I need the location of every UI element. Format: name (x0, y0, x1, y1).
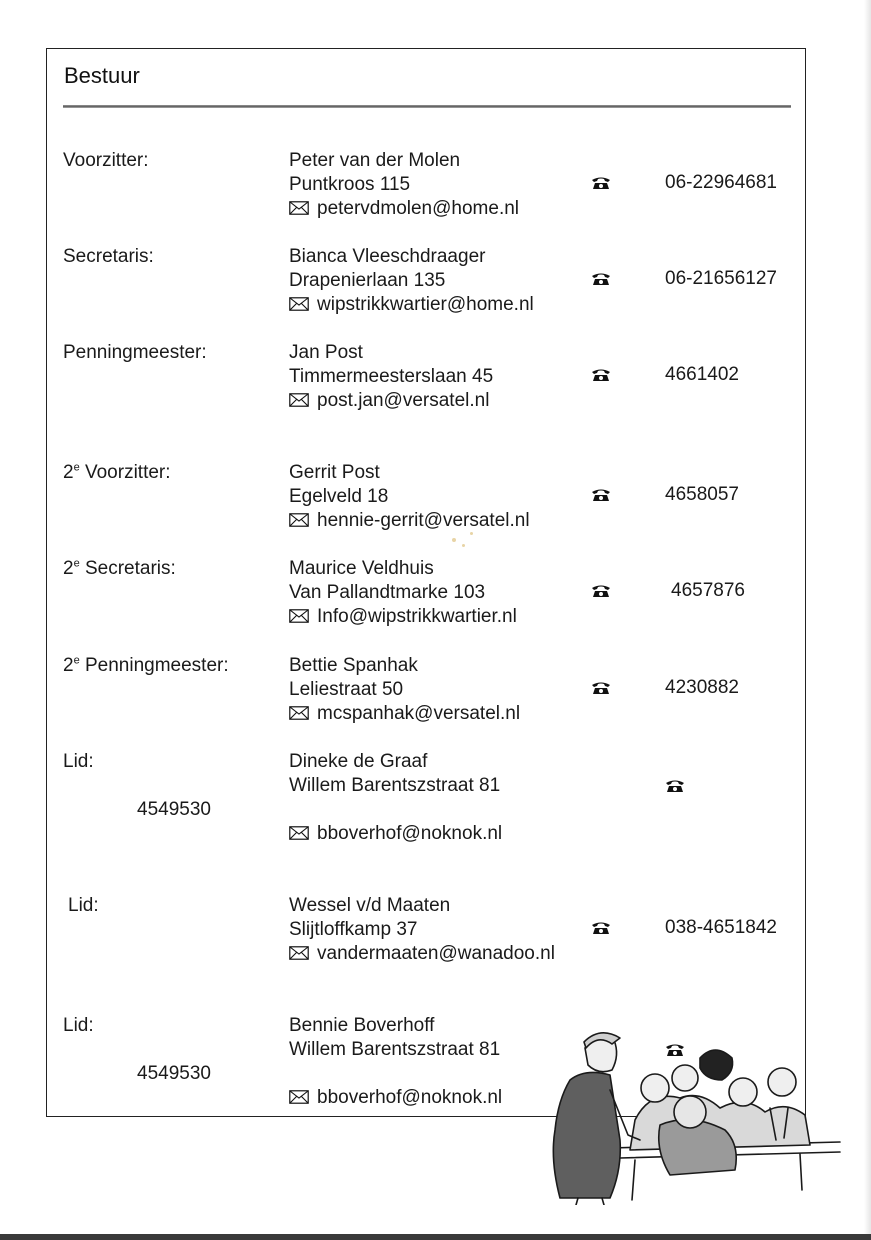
email-address[interactable]: wipstrikkwartier@home.nl (317, 294, 534, 315)
envelope-icon (289, 1087, 317, 1108)
member-address: Drapenierlaan 135 (289, 270, 446, 291)
member-email[interactable] (289, 390, 489, 412)
title-divider (63, 105, 791, 108)
telephone-icon (591, 921, 611, 935)
telephone-icon (591, 368, 611, 382)
member-name: Bennie Boverhoff (289, 1015, 435, 1036)
member-address: Leliestraat 50 (289, 679, 404, 700)
paper-speck (452, 538, 456, 542)
member-role (63, 751, 94, 773)
meeting-cartoon (540, 1020, 845, 1205)
member-email[interactable] (289, 943, 555, 965)
envelope-icon (289, 510, 317, 531)
envelope-icon (289, 606, 317, 627)
member-email[interactable] (289, 198, 519, 220)
role-label: Voorzitter: (79, 462, 171, 483)
role-label: Lid: (63, 751, 94, 772)
role-ordinal: 2 (63, 462, 74, 483)
member-address: Willem Barentszstraat 81 (289, 1039, 501, 1060)
role-ordinal-suffix: e (73, 557, 80, 570)
member-email[interactable] (289, 703, 520, 725)
member-name: Gerrit Post (289, 462, 380, 483)
email-address[interactable]: hennie-gerrit@versatel.nl (317, 510, 530, 531)
role-ordinal-suffix: e (73, 461, 80, 474)
member-address: Puntkroos 115 (289, 174, 411, 195)
role-ordinal-suffix: e (73, 654, 80, 667)
member-role (63, 246, 154, 268)
phone-number: 06-22964681 (665, 172, 777, 193)
phone-number: 4230882 (665, 677, 739, 698)
member-name: Peter van der Molen (289, 150, 461, 171)
paper-speck (462, 544, 465, 547)
envelope-icon (289, 703, 317, 724)
envelope-icon (289, 943, 317, 964)
member-role (63, 655, 229, 677)
member-email[interactable] (289, 510, 530, 532)
member-address: Willem Barentszstraat 81 (289, 775, 501, 796)
phone-number: 4661402 (665, 364, 739, 385)
email-address[interactable]: vandermaaten@wanadoo.nl (317, 943, 555, 964)
member-name: Wessel v/d Maaten (289, 895, 451, 916)
envelope-icon (289, 294, 317, 315)
telephone-icon (591, 272, 611, 286)
member-role (63, 150, 149, 172)
telephone-icon (665, 779, 685, 793)
member-address: Egelveld 18 (289, 486, 389, 507)
phone-number: 4658057 (665, 484, 739, 505)
page-title: Bestuur (64, 63, 140, 88)
phone-number: 4657876 (671, 580, 745, 601)
envelope-icon (289, 823, 317, 844)
phone-number: 4549530 (137, 1063, 211, 1084)
telephone-icon (591, 681, 611, 695)
member-name: Maurice Veldhuis (289, 558, 434, 579)
email-address[interactable]: post.jan@versatel.nl (317, 390, 490, 411)
phone-number: 06-21656127 (665, 268, 777, 289)
role-ordinal: 2 (63, 655, 74, 676)
telephone-icon (591, 176, 611, 190)
member-name: Dineke de Graaf (289, 751, 428, 772)
member-name: Jan Post (289, 342, 363, 363)
role-ordinal: 2 (63, 558, 74, 579)
envelope-icon (289, 390, 317, 411)
email-address[interactable]: Info@wipstrikkwartier.nl (317, 606, 517, 627)
member-email[interactable] (289, 294, 534, 316)
email-address[interactable]: bboverhof@noknok.nl (317, 1087, 503, 1108)
role-label: Lid: (63, 1015, 94, 1036)
email-address[interactable]: mcspanhak@versatel.nl (317, 703, 521, 724)
member-role (63, 1015, 94, 1037)
email-address[interactable]: bboverhof@noknok.nl (317, 823, 503, 844)
member-name: Bettie Spanhak (289, 655, 418, 676)
telephone-icon (591, 584, 611, 598)
page-edge-bottom (0, 1234, 871, 1240)
phone-number: 038-4651842 (665, 917, 777, 938)
member-role (63, 558, 176, 580)
member-name: Bianca Vleeschdraager (289, 246, 486, 267)
role-label: Penningmeester: (79, 655, 229, 676)
role-label: Voorzitter: (63, 150, 149, 171)
member-email[interactable] (289, 1087, 502, 1109)
member-address: Van Pallandtmarke 103 (289, 582, 486, 603)
member-email[interactable] (289, 606, 517, 628)
paper-speck (470, 532, 473, 535)
page-edge (864, 0, 871, 1240)
telephone-icon (591, 488, 611, 502)
role-label: Secretaris: (79, 558, 176, 579)
role-label: Lid: (68, 895, 99, 916)
email-address[interactable]: petervdmolen@home.nl (317, 198, 520, 219)
phone-number: 4549530 (137, 799, 211, 820)
member-address: Slijtloffkamp 37 (289, 919, 418, 940)
envelope-icon (289, 198, 317, 219)
member-email[interactable] (289, 823, 502, 845)
member-role (68, 895, 99, 917)
role-label: Penningmeester: (63, 342, 207, 363)
member-role (63, 342, 207, 364)
role-label: Secretaris: (63, 246, 154, 267)
member-address: Timmermeesterslaan 45 (289, 366, 494, 387)
member-role (63, 462, 171, 484)
